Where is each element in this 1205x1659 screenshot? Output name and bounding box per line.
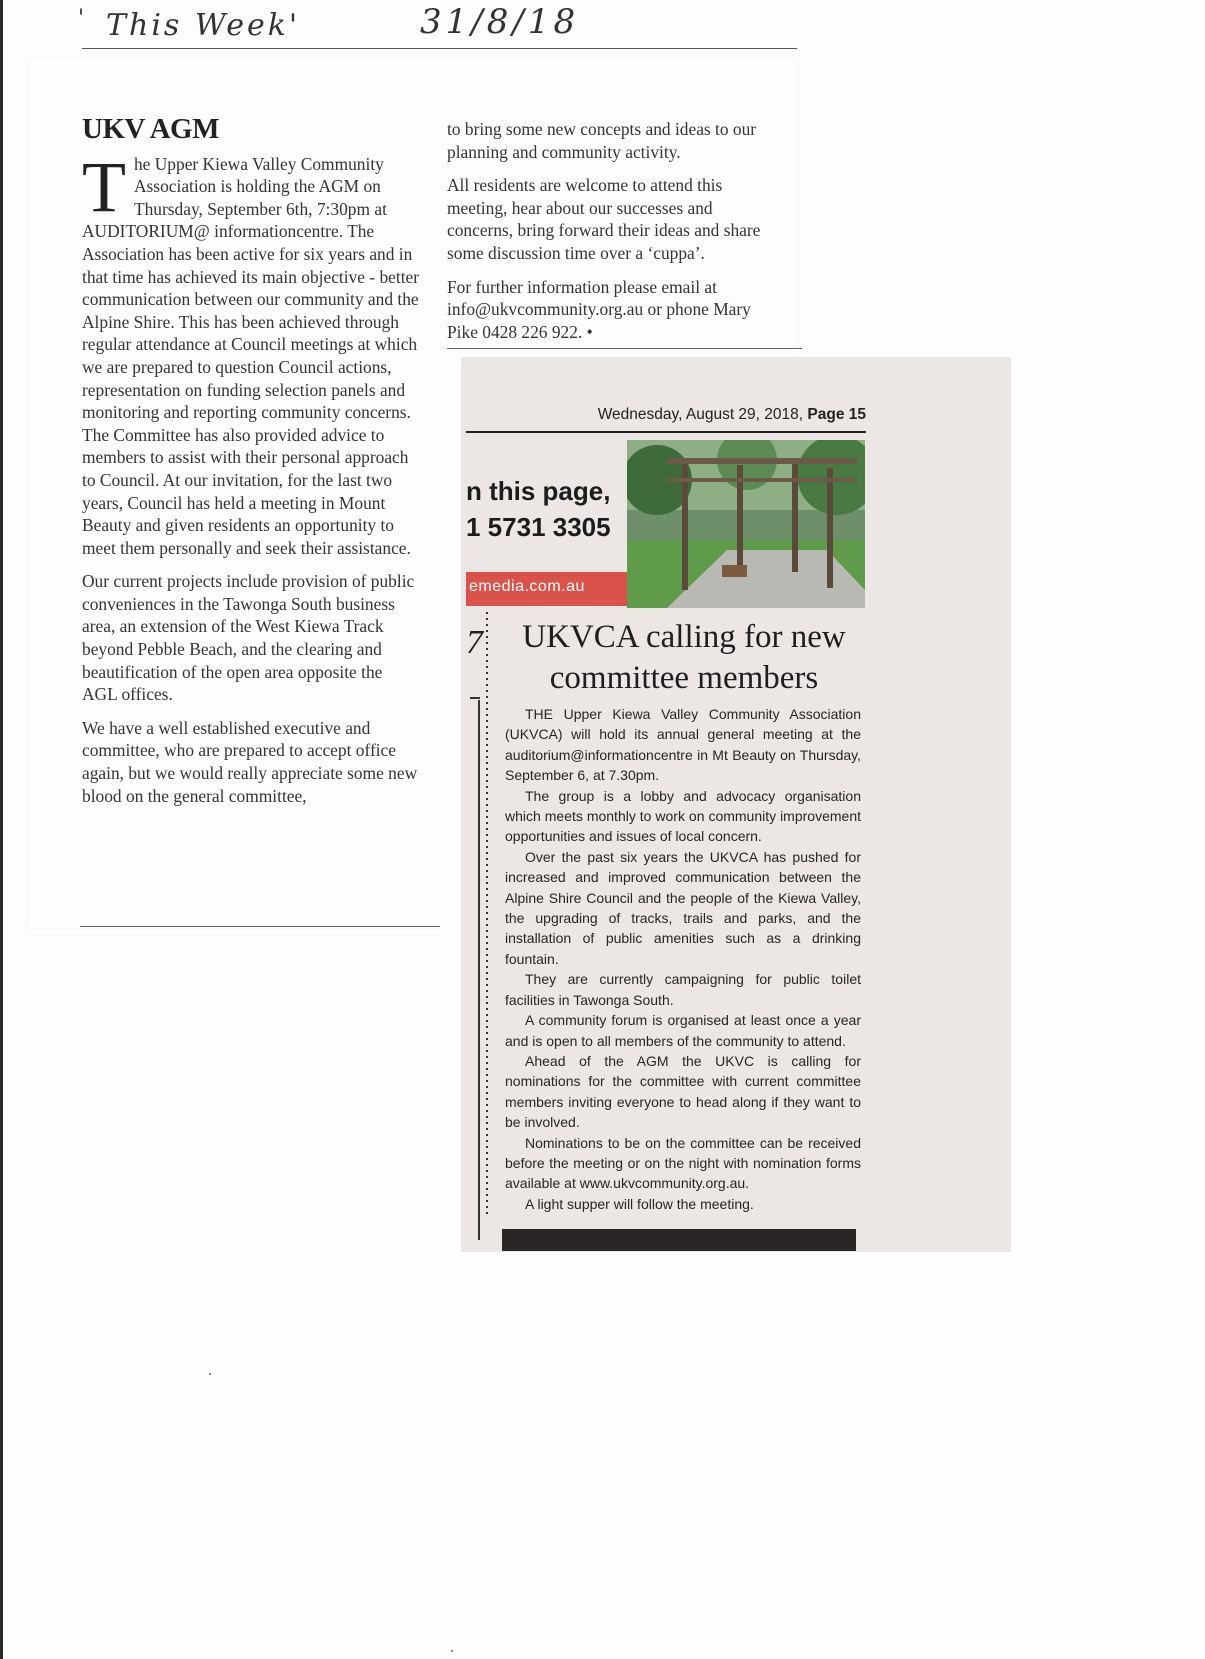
article1-column2 (447, 118, 782, 354)
handwritten-publication: This Week' (106, 8, 301, 43)
article2-paragraph: The group is a lobby and advocacy organisation which meets monthly to work on community improvement opportunities and issues of local concern. (505, 787, 861, 845)
article2-paragraph: A light supper will follow the meeting. (525, 1195, 754, 1212)
newspaper-dateline: Wednesday, August 29, 2018, Page 15 (597, 406, 866, 423)
article1-paragraph: The Upper Kiewa Valley Community Association is holding the AGM on Thursday, September 6th, 7:30pm at AUDITORIUM@ informationcentre. The Association has been active for six years and in that time has achieved its main objective - better communication between our community and the Alpine Shire. This has been achieved through regular attendance at Council meetings at which we are prepared to question Council actions, representation on funding selection panels and monitoring and reporting community concerns. The Committee has also provided advice to members to assist with their personal approach to Council. At our invitation, for the last two years, Council has held a meeting in Mount Beauty and given residents an opportunity to meet them personally and seek their assistance. (82, 146, 420, 558)
article1-paragraph: All residents are welcome to attend this meeting, hear about our successes and concerns, bring forward their ideas and share some discussion time over a ‘cuppa’. (447, 175, 761, 263)
article1-paragraph: For further information please email at info@ukvcommunity.org.au or phone Mary Pike 0428 226 922. • (447, 276, 751, 342)
scan-speck (451, 1650, 453, 1652)
newspaper-header-rule (466, 431, 866, 433)
article1-col2-rule (447, 348, 802, 349)
article2-paragraph: Ahead of the AGM the UKVC is calling for nominations for the committee with current committee members inviting everyone to head along if they want to be involved. (505, 1052, 861, 1131)
article1-dropcap: T (82, 146, 126, 227)
article2-paragraph: They are currently campaigning for public toilet facilities in Tawonga South. (505, 971, 861, 1008)
next-article-banner (502, 1229, 856, 1251)
scan-edge (0, 0, 3, 1659)
scan-speck (209, 1373, 211, 1375)
article2-headline: UKVCA calling for new committee members (522, 619, 846, 696)
column-rule (478, 700, 480, 1240)
article1-bottom-rule (80, 926, 440, 927)
article1-column1 (82, 113, 420, 818)
handwritten-tick: ' (78, 6, 85, 31)
article1-headline: UKV AGM (82, 113, 219, 145)
article2-body (505, 704, 861, 1214)
article2-paragraph: A community forum is organised at least once a year and is open to all members of the community to attend. (505, 1012, 861, 1049)
ad-website: emedia.com.au (469, 578, 585, 595)
handwritten-date: 31/8/18 (420, 2, 580, 42)
pergola-photo (627, 440, 865, 608)
column-rule-cap (470, 697, 480, 699)
article2-paragraph: Nominations to be on the committee can be received before the meeting or on the night with nomination forms available at www.ukvcommunity.org.au. (505, 1134, 861, 1192)
handwriting-underline (82, 48, 797, 49)
article2-paragraph: THE Upper Kiewa Valley Community Association (UKVCA) will hold its annual general meeting at the auditorium@informationcentre in Mt Beauty on Thursday, September 6, at 7.30pm. (505, 706, 861, 784)
dotted-column-separator (486, 612, 488, 1214)
adjacent-article-fragment: 7 (466, 624, 483, 661)
ad-text-line1: n this page, (466, 476, 611, 506)
article2-paragraph: Over the past six years the UKVCA has pushed for increased and improved communication between the Alpine Shire Council and the people of the Kiewa Valley, the upgrading of tracks, trails and parks, and the installation of public amenities such as a drinking fountain. (505, 848, 861, 967)
article1-paragraph: We have a well established executive and committee, who are prepared to accept office again, but we would really appreciate some new blood on the general committee, (82, 717, 418, 806)
ad-text-line2: 1 5731 3305 (466, 512, 611, 542)
article1-paragraph: Our current projects include provision of public conveniences in the Tawonga South business area, an extension of the West Kiewa Track beyond Pebble Beach, and the clearing and beautification of the open area opposite the AGL offices. (82, 571, 415, 705)
article1-paragraph: to bring some new concepts and ideas to our planning and community activity. (447, 119, 757, 162)
